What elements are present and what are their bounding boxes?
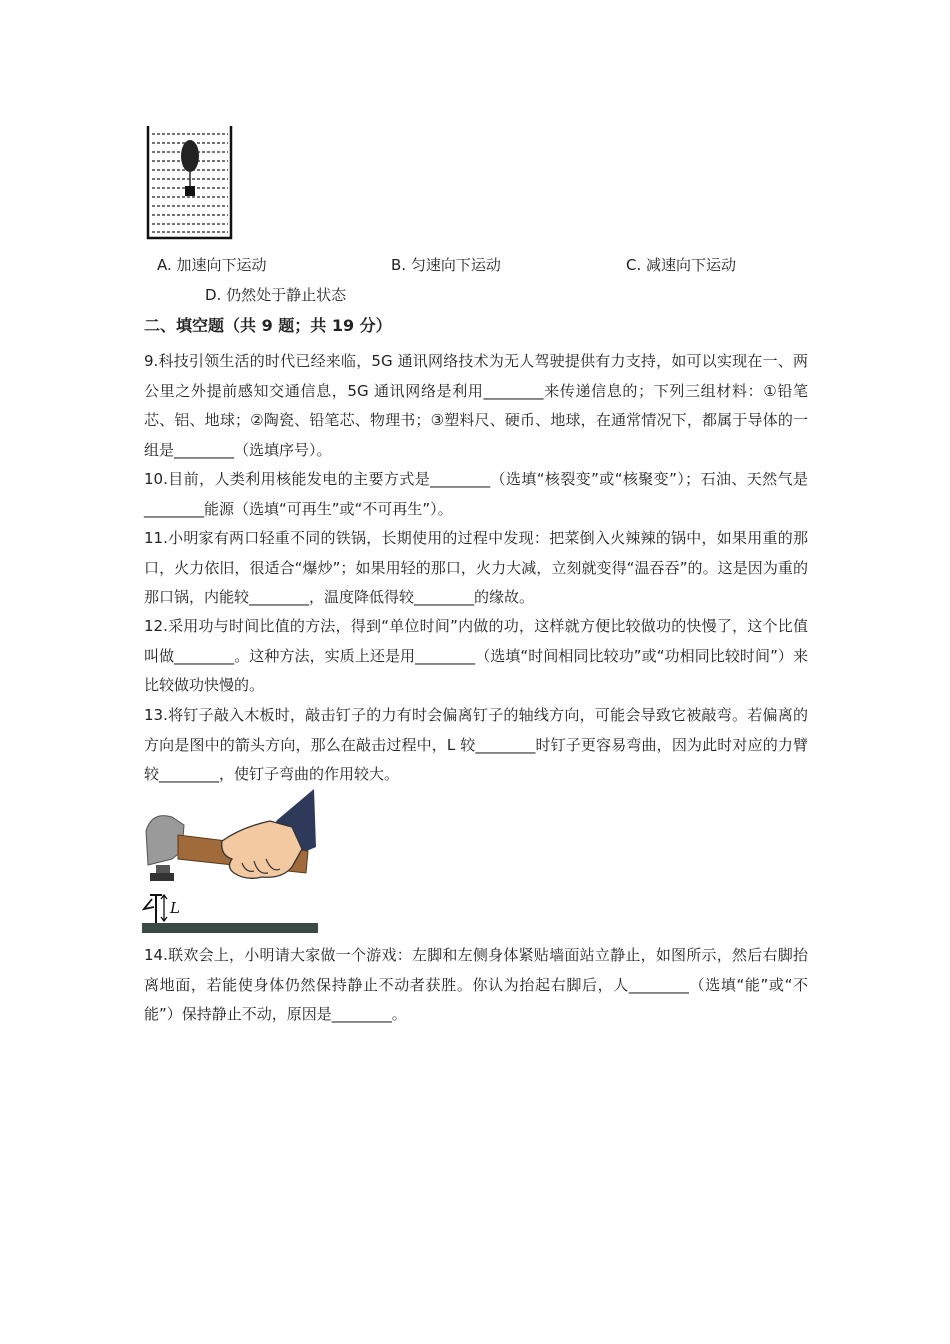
question-11: 11.小明家有两口轻重不同的铁锅，长期使用的过程中发现：把菜倒入火辣辣的锅中，如果用重的那口，火力依旧，很适合“爆炒”；如果用轻的那口，火力大减，立刻就变得“温吞吞”的。这是因为重的那口锅，内能较________，温度降低得较________的缘故。	[144, 529, 808, 606]
option-a: A. 加速向下运动	[157, 256, 267, 274]
option-c: C. 减速向下运动	[626, 256, 737, 274]
hammer-neck	[156, 865, 170, 873]
beaker-figure	[144, 124, 234, 242]
option-b: B. 匀速向下运动	[391, 256, 501, 274]
answer-options	[157, 254, 857, 276]
question-13: 13.将钉子敲入木板时，敲击钉子的力有时会偏离钉子的轴线方向，可能会导致它被敲弯。若偏离的方向是图中的箭头方向，那么在敲击过程中，L 较________时钉子更容易弯曲，因为此时对应的力臂较________，使钉子弯曲的作用较大。	[144, 706, 808, 783]
weight-block	[185, 186, 195, 196]
wood-board	[142, 923, 318, 933]
question-9: 9.科技引领生活的时代已经来临，5G 通讯网络技术为无人驾驶提供有力支持，如可以实现在一、两公里之外提前感知交通信息，5G 通讯网络是利用________来传递信息的；下列三组材料：①铅笔芯、铝、地球；②陶瓷、铅笔芯、物理书；③塑料尺、硬币、地球，在通常情况下，都属于导体的一组是________（选填序号）。	[144, 352, 808, 459]
length-label: L	[170, 899, 180, 917]
section-title: 二、填空题（共 9 题；共 19 分）	[144, 316, 392, 335]
hammer-figure	[142, 787, 320, 935]
balloon-shape	[181, 140, 199, 172]
question-12: 12.采用功与时间比值的方法，得到“单位时间”内做的功，这样就方便比较做功的快慢了，这个比值叫做________。这种方法，实质上还是用________（选填“时间相同比较功”或“功相同比较时间”）来比较做功快慢的。	[144, 617, 808, 694]
arrow-icon	[144, 899, 154, 909]
hammer-face	[150, 873, 174, 881]
option-d: D. 仍然处于静止状态	[205, 286, 347, 304]
question-14: 14.联欢会上，小明请大家做一个游戏：左脚和左侧身体紧贴墙面站立静止，如图所示，然后右脚抬离地面，若能使身体仍然保持静止不动者获胜。你认为抬起右脚后，人________（选填“能”或“不能”）保持静止不动，原因是________。	[144, 946, 808, 1023]
hand-shape	[222, 821, 302, 878]
question-10: 10.目前，人类利用核能发电的主要方式是________（选填“核裂变”或“核聚变”）；石油、天然气是________能源（选填“可再生”或“不可再生”）。	[144, 470, 808, 518]
